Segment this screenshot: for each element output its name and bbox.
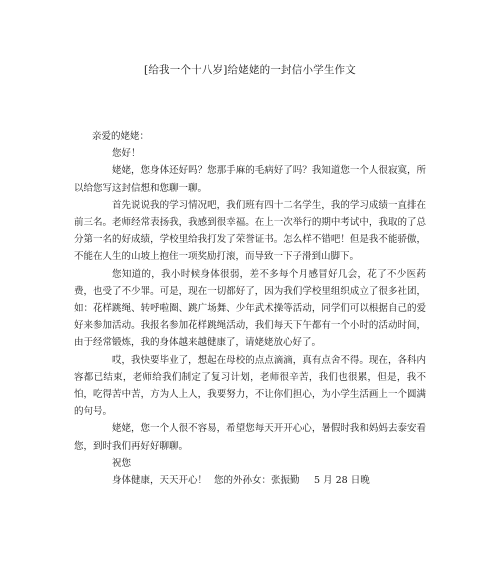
letter-paragraph: 姥姥，您身体还好吗？您那手麻的毛病好了吗？我知道您一个人很寂寞，所以给您写这封信想和您聊一聊。 <box>74 165 426 194</box>
letter-date: 5 月 28 日晚 <box>314 475 370 487</box>
letter-paragraph: 哎，我快要毕业了，想起在母校的点点滴滴，真有点舍不得。现在，各科内容都已结束，老师给我们制定了复习计划，老师很辛苦，我们也很累，但是，我不怕，吃得苦中苦，方为人上人，我要努力，不让你们担心，为小学生活画上一个圆满的句号。 <box>74 354 426 418</box>
letter-paragraph: 姥姥，您一个人很不容易，希望您每天开开心心，暑假时我和妈妈去泰安看您，到时我们再好好聊聊。 <box>74 423 426 452</box>
document-title: [给我一个十八岁]给姥姥的一封信小学生作文 <box>144 64 356 76</box>
letter-closing: 祝您 <box>112 457 132 469</box>
letter-body <box>74 128 426 489</box>
letter-paragraph: 您知道的，我小时候身体很弱，差不多每个月感冒好几会，花了不少医药费，也受了不少罪。可是，现在一切都好了，因为我们学校里组织成立了很多社团，如：花样跳绳、转呼啦圈、跳广场舞、少年武术操等活动，同学们可以根据自己的爱好来参加活动。我报名参加花样跳绳活动，我们每天下午都有一个小时的活动时间，由于经常锻炼，我的身体越来越健康了，请姥姥放心好了。 <box>74 268 426 349</box>
letter-salutation: 亲爱的姥姥： <box>92 131 150 142</box>
letter-paragraph: 首先说说我的学习情况吧，我们班有四十二名学生，我的学习成绩一直排在前三名。老师经常表扬我，我感到很幸福。在上一次举行的期中考试中，我取的了总分第一名的好成绩，学校里给我打发了荣誉证书。怎么样不错吧！但是我不能骄傲，不能在人生的山坡上抱住一项奖励打滚，而导致一下子滑到山脚下。 <box>74 199 426 263</box>
letter-greeting: 您好！ <box>112 148 141 160</box>
letter-signer: 您的外孙女：张振勤 <box>214 475 300 487</box>
signature-line <box>74 472 426 489</box>
letter-wish: 身体健康，天天开心！ <box>112 475 208 487</box>
